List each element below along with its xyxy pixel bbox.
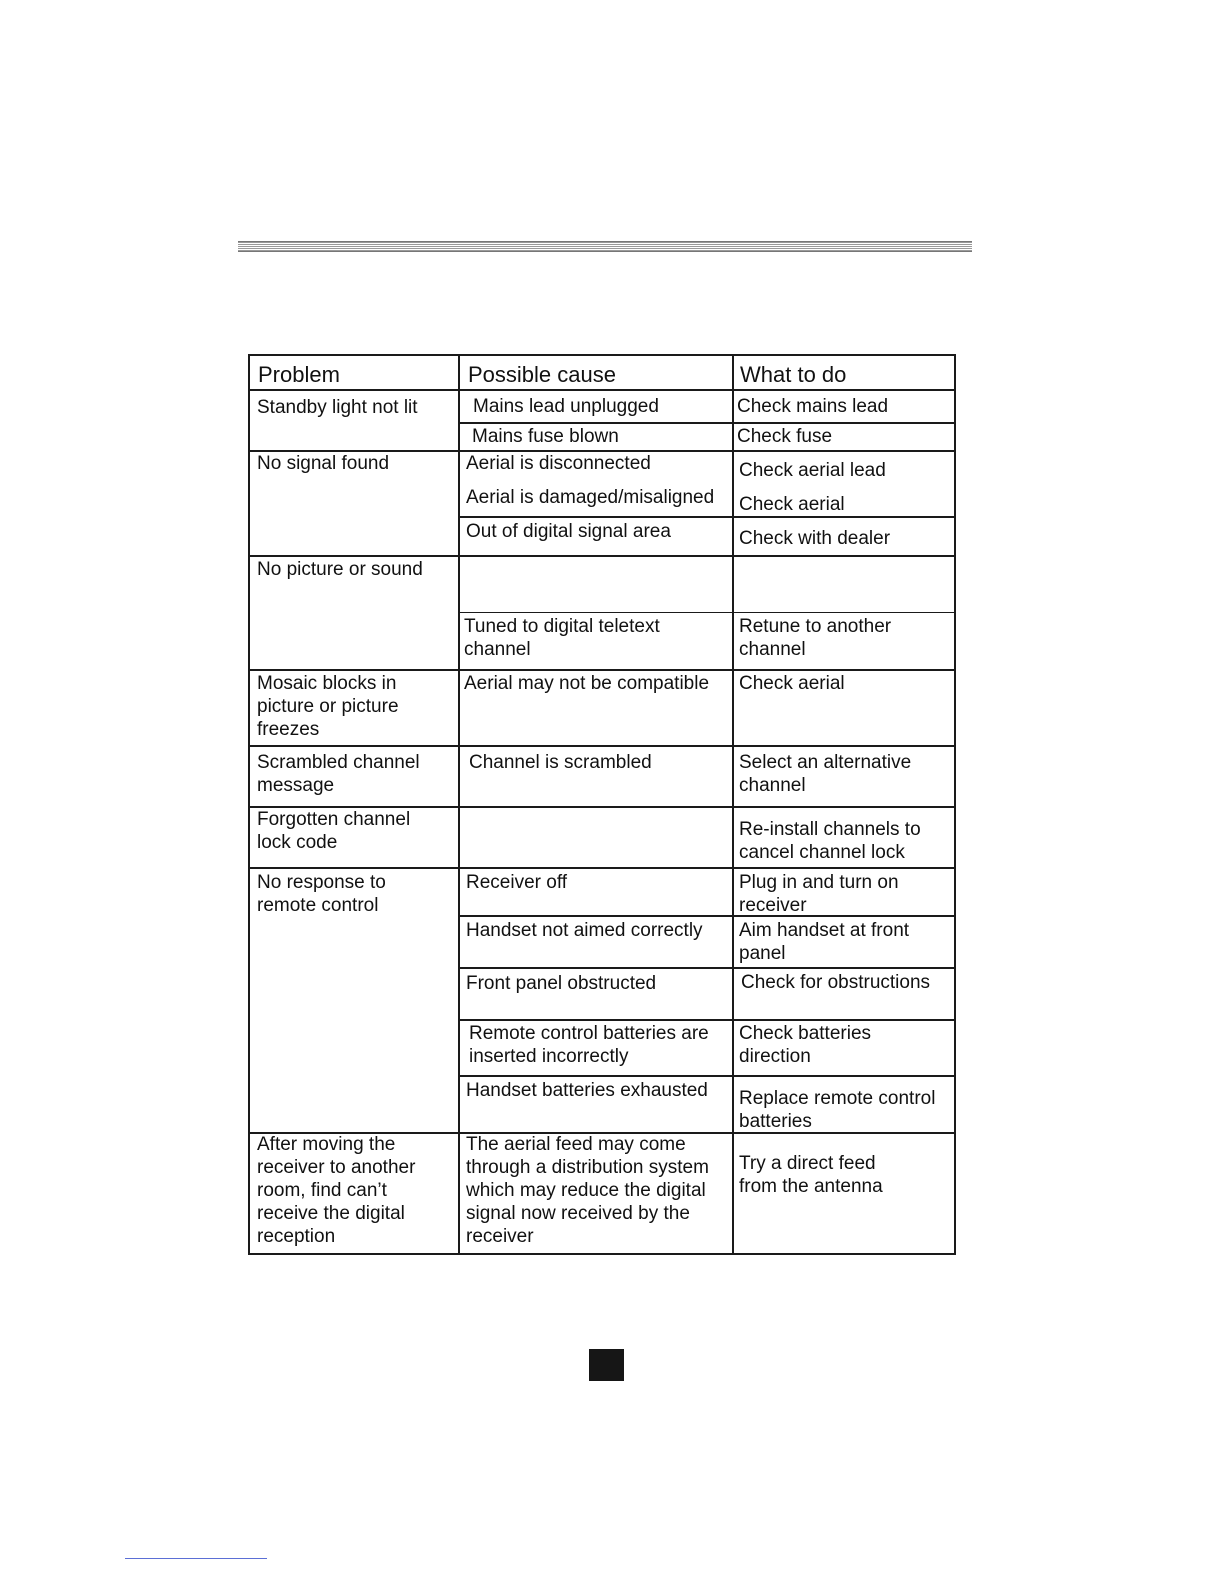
problem-cell: No picture or sound <box>257 559 423 580</box>
cause-cell: Mains lead unplugged <box>473 396 659 417</box>
troubleshooting-table <box>248 354 956 1255</box>
row-divider <box>250 555 954 557</box>
cause-cell: Tuned to digital teletext channel <box>464 616 660 660</box>
cause-cell: Remote control batteries are inserted incorrectly <box>469 1023 709 1067</box>
problem-cell: After moving the receiver to another room, find can’t receive the digital reception <box>257 1134 416 1247</box>
col-divider <box>458 356 460 1253</box>
col-divider <box>732 356 734 1253</box>
cause-cell: Handset batteries exhausted <box>466 1080 708 1101</box>
problem-cell: No response to remote control <box>257 872 386 916</box>
cause-cell: Aerial may not be compatible <box>464 673 710 694</box>
cause-cell: Channel is scrambled <box>469 752 652 773</box>
action-cell: Check batteries direction <box>739 1023 872 1067</box>
action-cell: Select an alternative channel <box>739 752 912 796</box>
action-cell: Replace remote control batteries <box>739 1088 936 1132</box>
action-cell: Try a direct feed from the antenna <box>739 1153 883 1197</box>
subrow-divider <box>458 422 954 424</box>
action-cell: Check for obstructions <box>741 972 931 993</box>
action-cell: Re-install channels to cancel channel lock <box>739 819 921 863</box>
cause-cell: Mains fuse blown <box>472 426 619 447</box>
problem-cell: Standby light not lit <box>257 397 418 418</box>
header-cause: Possible cause <box>468 362 616 387</box>
subrow-divider <box>458 516 954 518</box>
action-cell: Aim handset at front panel <box>739 920 910 964</box>
action-cell: Check aerial <box>739 673 845 694</box>
row-divider <box>250 389 954 391</box>
problem-cell: Scrambled channel message <box>257 752 420 796</box>
action-cell: Retune to another channel <box>739 616 892 660</box>
cause-cell: Aerial is damaged/misaligned <box>466 487 715 508</box>
action-cell: Check fuse <box>737 426 833 447</box>
action-cell: Check mains lead <box>737 396 889 417</box>
subrow-divider <box>458 1075 954 1077</box>
cause-cell: Aerial is disconnected <box>466 453 651 474</box>
header-rule <box>238 241 972 252</box>
subrow-divider <box>458 1019 954 1021</box>
row-divider <box>250 745 954 747</box>
cause-cell: The aerial feed may come through a distribution system which may reduce the digital signal now received by the receiver <box>466 1134 709 1247</box>
subrow-divider <box>458 612 954 613</box>
subrow-divider <box>458 967 954 969</box>
cause-cell: Front panel obstructed <box>466 973 657 994</box>
problem-cell: Mosaic blocks in picture or picture freezes <box>257 673 399 740</box>
row-divider <box>250 867 954 869</box>
problem-cell: Forgotten channel lock code <box>257 809 411 853</box>
cause-cell: Out of digital signal area <box>466 521 671 542</box>
row-divider <box>250 669 954 671</box>
action-cell: Check aerial lead <box>739 460 886 481</box>
page-number-block <box>589 1349 624 1381</box>
action-cell: Check aerial <box>739 494 845 515</box>
cause-cell: Receiver off <box>466 872 568 893</box>
cause-cell: Handset not aimed correctly <box>466 920 703 941</box>
footer-line <box>125 1558 267 1559</box>
header-action: What to do <box>740 362 847 387</box>
problem-cell: No signal found <box>257 453 390 474</box>
action-cell: Plug in and turn on receiver <box>739 872 899 916</box>
header-problem: Problem <box>258 362 340 387</box>
action-cell: Check with dealer <box>739 528 891 549</box>
